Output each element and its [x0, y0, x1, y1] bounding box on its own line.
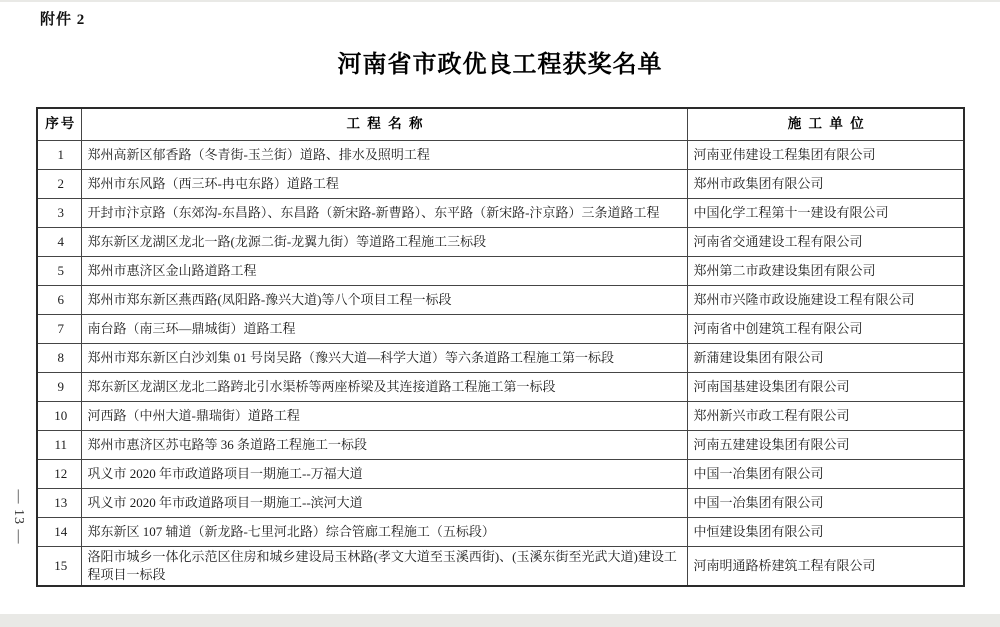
awards-table: [36, 107, 965, 587]
table-row: [37, 459, 964, 488]
row-index: 9: [37, 372, 81, 401]
row-project: 洛阳市城乡一体化示范区住房和城乡建设局玉林路(孝文大道至玉溪西街)、(玉溪东街至光武大道)建设工程项目一标段: [81, 546, 687, 586]
row-project: 郑州市惠济区金山路道路工程: [81, 256, 687, 285]
column-header-project: 工 程 名 称: [81, 108, 687, 140]
row-contractor: 河南五建建设集团有限公司: [687, 430, 964, 459]
row-project: 郑东新区龙湖区龙北一路(龙源二街-龙翼九街）等道路工程施工三标段: [81, 227, 687, 256]
row-project: 郑州市惠济区苏屯路等 36 条道路工程施工一标段: [81, 430, 687, 459]
row-contractor: 河南省交通建设工程有限公司: [687, 227, 964, 256]
table-body: [37, 140, 964, 586]
table-row: [37, 343, 964, 372]
row-index: 10: [37, 401, 81, 430]
row-contractor: 河南明通路桥建筑工程有限公司: [687, 546, 964, 586]
row-index: 11: [37, 430, 81, 459]
row-contractor: 中国一冶集团有限公司: [687, 459, 964, 488]
row-index: 6: [37, 285, 81, 314]
table-row: [37, 227, 964, 256]
table-row: [37, 256, 964, 285]
table-row: [37, 372, 964, 401]
row-project: 郑东新区龙湖区龙北二路跨北引水渠桥等两座桥梁及其连接道路工程施工第一标段: [81, 372, 687, 401]
table-row: [37, 488, 964, 517]
row-index: 2: [37, 169, 81, 198]
row-project: 河西路（中州大道-鼎瑞街）道路工程: [81, 401, 687, 430]
row-project: 郑州市郑东新区白沙刘集 01 号岗吴路（豫兴大道—科学大道）等六条道路工程施工第一标段: [81, 343, 687, 372]
page-number: — 13 —: [11, 489, 26, 545]
table-row: [37, 517, 964, 546]
row-contractor: 河南国基建设集团有限公司: [687, 372, 964, 401]
document-page: [0, 2, 1000, 614]
row-index: 1: [37, 140, 81, 169]
row-index: 15: [37, 546, 81, 586]
row-index: 4: [37, 227, 81, 256]
table-row: [37, 140, 964, 169]
row-project: 巩义市 2020 年市政道路项目一期施工--滨河大道: [81, 488, 687, 517]
table-row: [37, 169, 964, 198]
column-header-index: 序号: [37, 108, 81, 140]
row-contractor: 中国一冶集团有限公司: [687, 488, 964, 517]
row-contractor: 中国化学工程第十一建设有限公司: [687, 198, 964, 227]
row-project: 郑东新区 107 辅道（新龙路-七里河北路）综合管廊工程施工（五标段）: [81, 517, 687, 546]
table-row: [37, 546, 964, 586]
table-row: [37, 314, 964, 343]
row-index: 13: [37, 488, 81, 517]
row-project: 郑州高新区郁香路（冬青街-玉兰街）道路、排水及照明工程: [81, 140, 687, 169]
row-index: 7: [37, 314, 81, 343]
row-contractor: 新蒲建设集团有限公司: [687, 343, 964, 372]
row-project: 开封市汴京路（东郊沟-东昌路）、东昌路（新宋路-新曹路）、东平路（新宋路-汴京路）三条道路工程: [81, 198, 687, 227]
page-title: 河南省市政优良工程获奖名单: [337, 52, 663, 78]
row-index: 8: [37, 343, 81, 372]
row-contractor: 郑州第二市政建设集团有限公司: [687, 256, 964, 285]
row-index: 14: [37, 517, 81, 546]
table-row: [37, 285, 964, 314]
row-contractor: 郑州新兴市政工程有限公司: [687, 401, 964, 430]
row-index: 5: [37, 256, 81, 285]
row-contractor: 郑州市政集团有限公司: [687, 169, 964, 198]
row-contractor: 河南亚伟建设工程集团有限公司: [687, 140, 964, 169]
table-row: [37, 430, 964, 459]
row-project: 巩义市 2020 年市政道路项目一期施工--万福大道: [81, 459, 687, 488]
column-header-contractor: 施 工 单 位: [687, 108, 964, 140]
row-project: 郑州市郑东新区燕西路(凤阳路-豫兴大道)等八个项目工程一标段: [81, 285, 687, 314]
row-contractor: 郑州市兴隆市政设施建设工程有限公司: [687, 285, 964, 314]
row-project: 南台路（南三环—鼎城街）道路工程: [81, 314, 687, 343]
row-index: 3: [37, 198, 81, 227]
table-row: [37, 401, 964, 430]
table-row: [37, 198, 964, 227]
table-header-row: [37, 108, 964, 140]
row-contractor: 中恒建设集团有限公司: [687, 517, 964, 546]
row-project: 郑州市东风路（西三环-冉屯东路）道路工程: [81, 169, 687, 198]
row-index: 12: [37, 459, 81, 488]
row-contractor: 河南省中创建筑工程有限公司: [687, 314, 964, 343]
attachment-label: 附件 2: [40, 12, 86, 28]
